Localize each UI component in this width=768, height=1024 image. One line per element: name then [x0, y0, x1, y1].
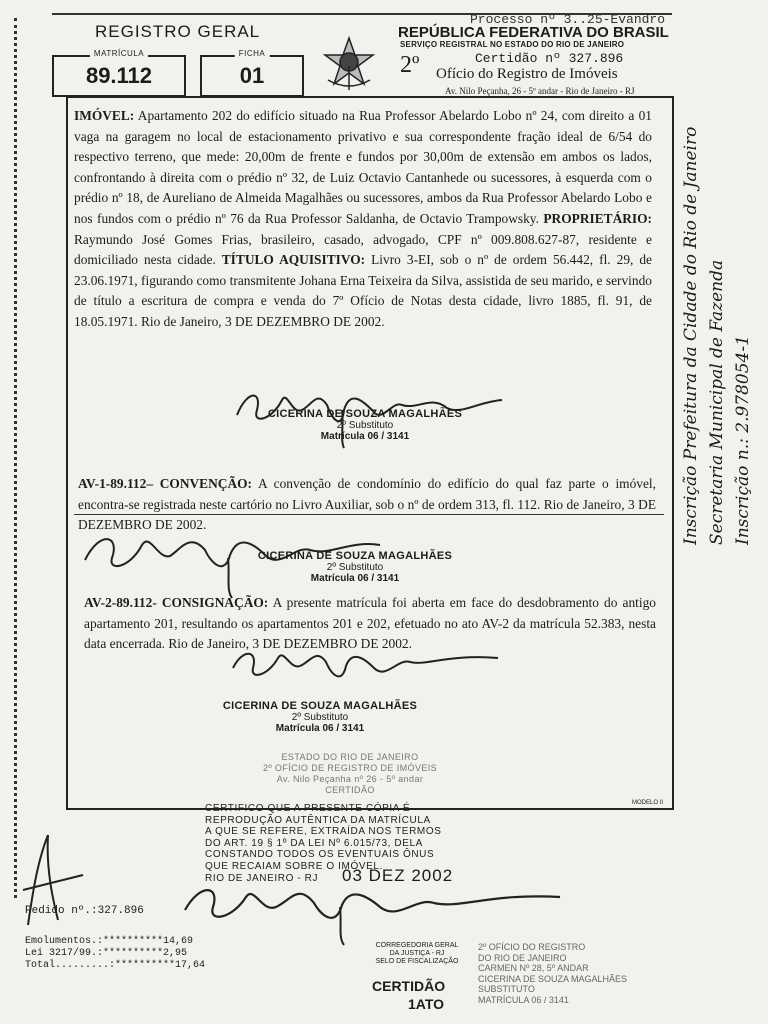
certidao-stamp-label: CERTIDÃO — [372, 978, 446, 994]
matricula-box — [52, 49, 186, 97]
cert-line: CERTIFICO QUE A PRESENTE CÓPIA É — [205, 803, 411, 814]
proprietario-label: PROPRIETÁRIO: — [543, 210, 652, 226]
margin-note-line: Inscrição Prefeitura da Cidade do Rio de Janeiro — [681, 126, 701, 545]
imovel-label: IMÓVEL: — [74, 108, 135, 123]
certificate-date: 03 DEZ 2002 — [342, 866, 454, 885]
oficio-number: 2º — [400, 52, 420, 78]
page-left-border — [14, 18, 17, 898]
registro-line: CICERINA DE SOUZA MAGALHÃES — [478, 973, 628, 984]
corregedoria-stamp — [362, 942, 472, 966]
fee-total: Total.........:**********17,64 — [25, 960, 206, 971]
republica-title: REPÚBLICA FEDERATIVA DO BRASIL — [398, 24, 669, 41]
handwritten-signature — [228, 640, 508, 700]
fee-emolumentos: Emolumentos.:**********14,69 — [25, 936, 194, 947]
corregedoria-line: DA JUSTIÇA - RJ — [389, 950, 445, 957]
imovel-paragraph — [74, 106, 652, 333]
signatory-role: 2º Substituto — [336, 420, 394, 431]
processo-line: Processo nº 3..25-Evandro — [470, 12, 666, 27]
pedido-number: Pedido nº.:327.896 — [25, 905, 144, 917]
handwritten-signature — [232, 380, 512, 450]
estado-line: CERTIDÃO — [325, 785, 375, 795]
proprietario-text: Raymundo José Gomes Frias, brasileiro, casado, advogado, CPF nº 009.808.627-87, residente e domiciliado nesta cidade. — [74, 231, 652, 268]
ficha-label: FICHA — [235, 49, 270, 58]
registro-stamp — [478, 942, 638, 1005]
titulo-aquisitivo-label: TÍTULO AQUISITIVO: — [221, 252, 366, 268]
signatory-matricula: Matrícula 06 / 3141 — [310, 573, 400, 584]
cert-line: REPRODUÇÃO AUTÊNTICA DA MATRÍCULA — [205, 814, 431, 826]
registro-line: SUBSTITUTO — [478, 984, 535, 994]
modelo-label: MODELO II — [632, 800, 664, 806]
registro-line: DO RIO DE JANEIRO — [478, 952, 567, 963]
titulo-aquisitivo-text: Livro 3-EI, sob o nº de ordem 56.442, fl. 29, de 23.06.1971, figurando como transmitente Johana Erna Teixeira da Silva, assistida de seu marido, e servindo de título a escritura de compra e venda do 7º Ofício de Notas desta cidade, livro 1885, fl. 91, de 18.05.1971. Rio de Janeiro, 3 DE DEZEMBRO DE 2002. — [74, 252, 652, 329]
margin-note-line: Secretaria Municipal de Fazenda — [707, 259, 727, 545]
corregedoria-line: CORREGEDORIA GERAL — [375, 942, 459, 949]
cert-place: RIO DE JANEIRO - RJ — [205, 872, 319, 884]
signatory-matricula: Matrícula 06 / 3141 — [275, 723, 365, 734]
av2-text: A presente matrícula foi aberta em face do desdobramento do antigo apartamento 201, resultando os apartamentos 201 e 202, efetuado no ato AV-2 da matrícula 52.383, nesta data encerrada. Rio de Janeiro, 3 DE DEZEMBRO DE 2002. — [84, 595, 656, 652]
av1-text: A convenção de condomínio do edifício do qual faz parte o imóvel, encontra-se registrada neste cartório no Livro Auxiliar, sob o nº de ordem 313, fl. 112. Rio de Janeiro, 3 DE DEZEMBRO DE 2002. — [78, 476, 656, 533]
handwritten-signature — [80, 520, 410, 600]
certidao-number: Certidão nº 327.896 — [475, 51, 624, 66]
registro-geral-title: REGISTRO GERAL — [95, 22, 261, 41]
divider-line — [74, 514, 664, 515]
signatory-role: 2º Substituto — [326, 562, 384, 573]
matricula-value: 89.112 — [85, 63, 153, 88]
signatory-stamp — [210, 700, 430, 734]
cert-line: A QUE SE REFERE, EXTRAÍDA NOS TERMOS — [205, 826, 442, 838]
estado-line: 2º OFÍCIO DE REGISTRO DE IMÓVEIS — [262, 763, 438, 773]
imovel-text: Apartamento 202 do edifício situado na Rua Professor Abelardo Lobo nº 24, com direito a 01 vaga na garagem no local de estacionamento privativo e sua correspondente fração ideal de 6/54 do respectivo terreno, que mede: 20,00m de frente e fundos por 30,00m de extensão em ambos os lados, confrontando à direita com o prédio nº 32, de Luiz Octavio Cantanhede ou sucessores, à esquerda com o prédio nº 18, de Aureliano de Almeida Magalhães ou sucessores, ambos da Rua Professor Abelardo Lobo e nos fundos com o prédio nº 76 da Rua Professor Saldanha, de Octavio Trampowsky. — [74, 108, 652, 226]
av1-label: AV-1-89.112– CONVENÇÃO: — [78, 476, 252, 491]
oficio-title: Ofício do Registro de Imóveis — [436, 66, 618, 82]
margin-note-line: Inscrição n.: 2.978054-1 — [733, 335, 753, 545]
handwritten-signature — [180, 872, 580, 945]
cert-line: CONSTANDO TODOS OS EVENTUAIS ÔNUS — [205, 849, 435, 861]
registro-line: 2º OFÍCIO DO REGISTRO — [478, 942, 586, 952]
fee-lei: Lei 3217/99.:**********2,95 — [25, 948, 188, 959]
signatory-name: CICERINA DE SOUZA MAGALHÃES — [222, 700, 418, 712]
signatory-name: CICERINA DE SOUZA MAGALHÃES — [257, 550, 453, 562]
signatory-name: CICERINA DE SOUZA MAGALHÃES — [267, 408, 463, 420]
estado-line: ESTADO DO RIO DE JANEIRO — [281, 752, 419, 762]
matricula-label: MATRÍCULA — [90, 49, 148, 58]
signatory-role: 2º Substituto — [291, 712, 349, 723]
cert-line: DO ART. 19 § 1º DA LEI Nº 6.015/73, DELA — [205, 837, 423, 849]
estado-stamp — [210, 752, 490, 796]
ficha-value: 01 — [239, 63, 265, 88]
oficio-address: Av. Nilo Peçanha, 26 - 5º andar - Rio de Janeiro - RJ — [445, 86, 635, 96]
handwritten-initials — [18, 830, 88, 930]
registro-line: CARMEN Nº 28, 5º ANDAR — [478, 963, 589, 973]
servico-registral: SERVIÇO REGISTRAL NO ESTADO DO RIO DE JANEIRO — [400, 40, 625, 49]
ficha-box — [200, 49, 304, 97]
corregedoria-line: SELO DE FISCALIZAÇÃO — [375, 958, 459, 965]
estado-line: Av. Nilo Peçanha nº 26 - 5º andar — [276, 774, 424, 784]
brazil-coat-of-arms-icon — [322, 36, 376, 90]
signatory-matricula: Matrícula 06 / 3141 — [320, 431, 410, 442]
av2-label: AV-2-89.112- CONSIGNAÇÃO: — [84, 595, 269, 610]
ato-stamp-label: 1ATO — [408, 996, 445, 1012]
registro-line: MATRÍCULA 06 / 3141 — [478, 994, 569, 1005]
cert-line: QUE RECAIAM SOBRE O IMÓVEL. — [205, 860, 383, 872]
